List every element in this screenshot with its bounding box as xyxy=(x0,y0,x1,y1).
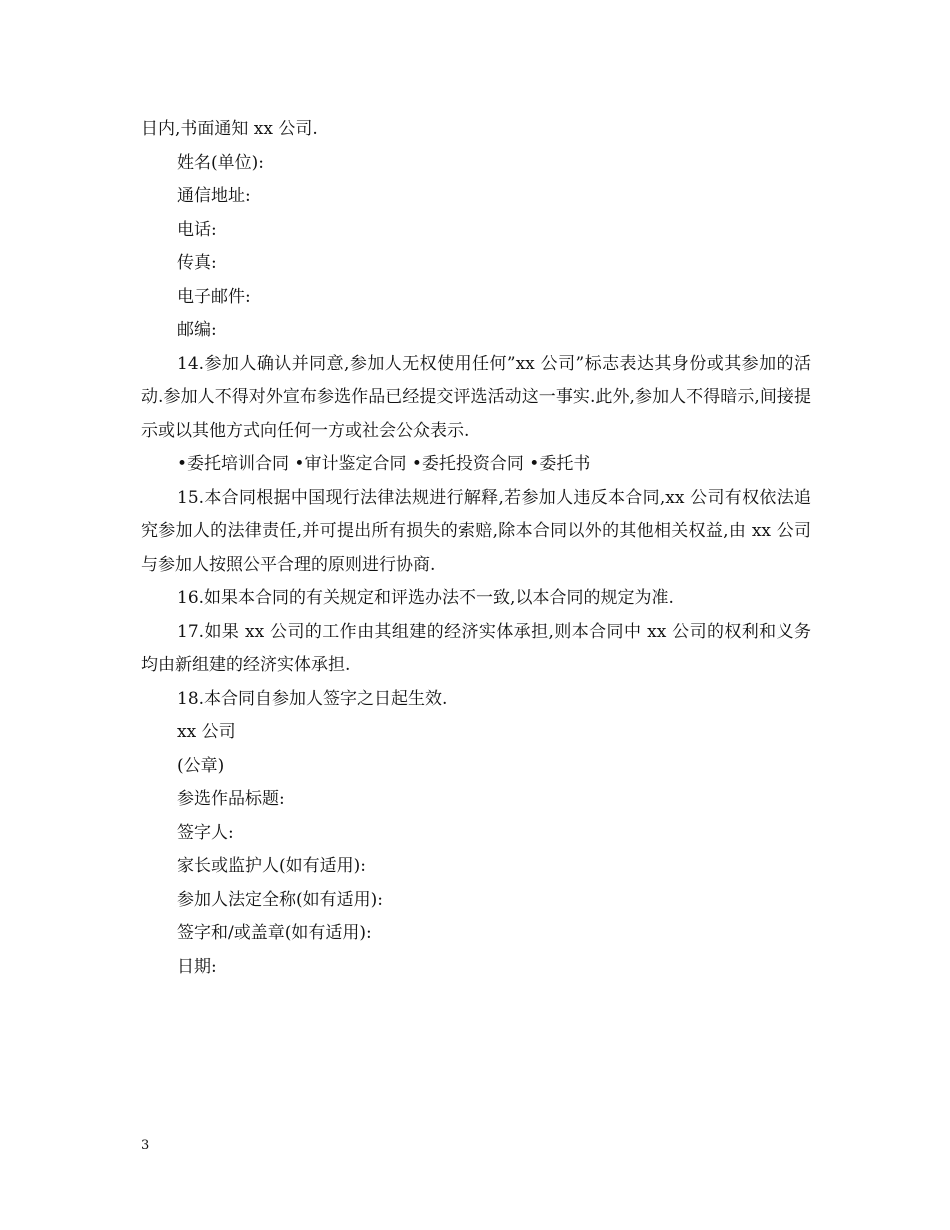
field-address: 通信地址: xyxy=(177,186,251,206)
field-signature-stamp: 签字和/或盖章(如有适用): xyxy=(177,923,372,943)
clause-16: 16.如果本合同的有关规定和评选办法不一致,以本合同的规定为准. xyxy=(177,588,674,608)
clause-17: 17.如果 xx 公司的工作由其组建的经济实体承担,则本合同中 xx 公司的权利和义务均由新组建的经济实体承担. xyxy=(141,621,811,675)
field-postcode: 邮编: xyxy=(177,320,217,340)
field-signatory: 签字人: xyxy=(177,822,234,843)
clause-15: 15.本合同根据中国现行法律法规进行解释,若参加人违反本合同,xx 公司有权依法追究参加人的法律责任,并可提出所有损失的索赔,除本合同以外的其他相关权益,由 xx 公司与参加人按照公平合理的原则进行协商. xyxy=(141,487,811,575)
page-number: 3 xyxy=(141,1138,150,1153)
field-fax: 传真: xyxy=(177,253,217,273)
related-links-line: •委托培训合同 •审计鉴定合同 •委托投资合同 •委托书 xyxy=(177,454,591,474)
clause-18: 18.本合同自参加人签字之日起生效. xyxy=(177,688,448,709)
field-legal-name: 参加人法定全称(如有适用): xyxy=(177,889,383,910)
field-email: 电子邮件: xyxy=(177,286,251,307)
field-date: 日期: xyxy=(177,956,217,977)
text-line: 日内,书面通知 xx 公司. xyxy=(141,119,318,139)
signature-company: xx 公司 xyxy=(177,722,236,742)
document-body xyxy=(141,113,811,984)
field-guardian: 家长或监护人(如有适用): xyxy=(177,856,366,876)
signature-seal: (公章) xyxy=(177,755,225,776)
field-entry-title: 参选作品标题: xyxy=(177,789,285,809)
field-name-unit: 姓名(单位): xyxy=(177,152,264,173)
field-phone: 电话: xyxy=(177,219,217,240)
clause-14: 14.参加人确认并同意,参加人无权使用任何”xx 公司”标志表达其身份或其参加的活动.参加人不得对外宣布参选作品已经提交评选活动这一事实.此外,参加人不得暗示,间接提示或以其他方式向任何一方或社会公众表示. xyxy=(141,353,811,441)
